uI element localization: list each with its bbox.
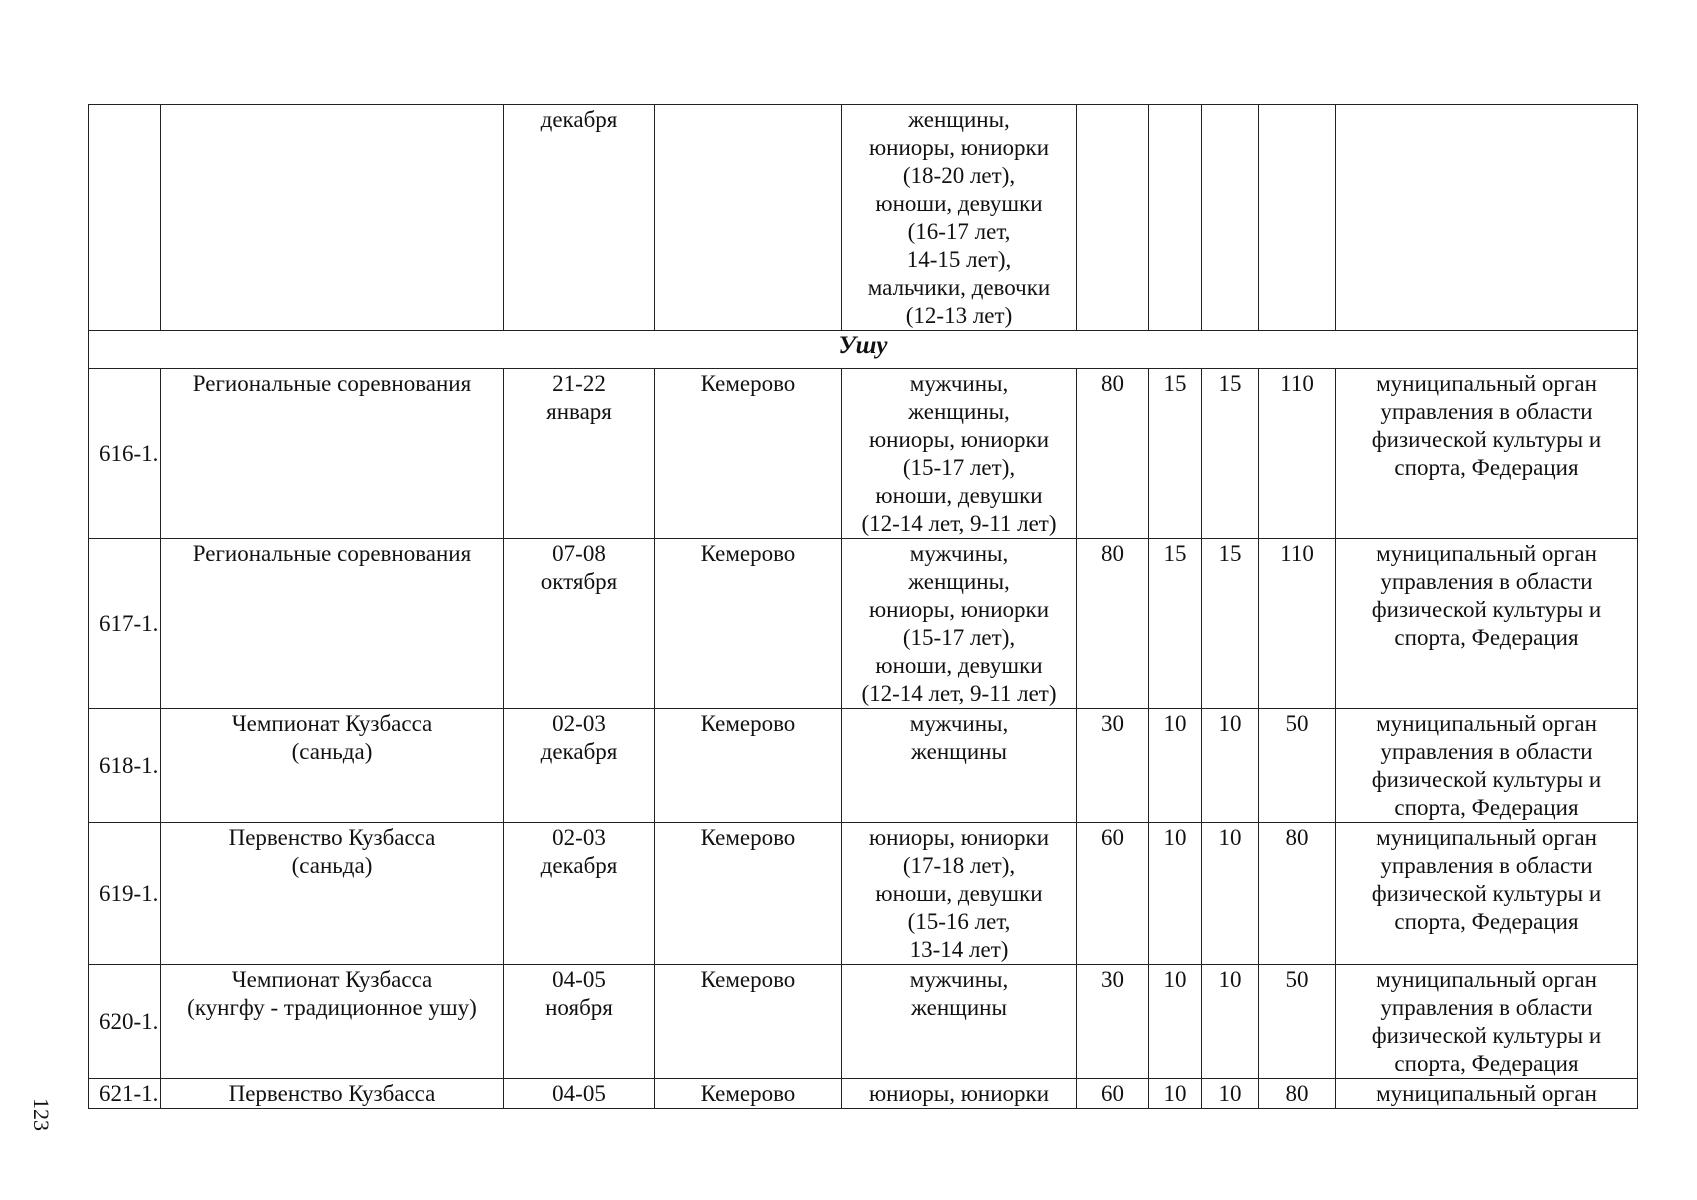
count-total: 80 bbox=[1259, 1079, 1336, 1109]
participants: женщины, юниоры, юниорки (18-20 лет), юноши, девушки (16-17 лет, 14-15 лет), мальчики, девочки (12-13 лет) bbox=[842, 105, 1077, 331]
event-dates: 04-05 ноября bbox=[504, 965, 655, 1079]
page-number: 123 bbox=[29, 1098, 54, 1131]
count-2: 10 bbox=[1149, 965, 1202, 1079]
event-name: Первенство Кузбасса (саньда) bbox=[161, 823, 504, 965]
event-number: 620-1. bbox=[89, 965, 161, 1079]
organizer: муниципальный орган управления в области физической культуры и спорта, Федерация bbox=[1336, 965, 1638, 1079]
event-number: 618-1. bbox=[89, 709, 161, 823]
event-place: Кемерово bbox=[655, 369, 842, 539]
count-3: 10 bbox=[1202, 965, 1259, 1079]
count-total: 110 bbox=[1259, 369, 1336, 539]
count-2: 10 bbox=[1149, 709, 1202, 823]
schedule-table bbox=[88, 104, 1638, 1109]
event-name: Чемпионат Кузбасса (саньда) bbox=[161, 709, 504, 823]
organizer: муниципальный орган управления в области физической культуры и спорта, Федерация bbox=[1336, 539, 1638, 709]
count-1: 30 bbox=[1077, 965, 1149, 1079]
organizer: муниципальный орган управления в области физической культуры и спорта, Федерация bbox=[1336, 369, 1638, 539]
event-dates: 07-08 октября bbox=[504, 539, 655, 709]
count-3: 10 bbox=[1202, 823, 1259, 965]
participants: юниоры, юниорки (17-18 лет), юноши, девушки (15-16 лет, 13-14 лет) bbox=[842, 823, 1077, 965]
count-1: 30 bbox=[1077, 709, 1149, 823]
event-dates: 04-05 bbox=[504, 1079, 655, 1109]
event-dates: 21-22 января bbox=[504, 369, 655, 539]
event-name: Региональные соревнования bbox=[161, 369, 504, 539]
event-place: Кемерово bbox=[655, 823, 842, 965]
table-row bbox=[89, 539, 1638, 709]
event-number: 619-1. bbox=[89, 823, 161, 965]
count-2: 10 bbox=[1149, 1079, 1202, 1109]
event-dates: декабря bbox=[504, 105, 655, 331]
event-place: Кемерово bbox=[655, 1079, 842, 1109]
event-number: 616-1. bbox=[89, 369, 161, 539]
count-1: 60 bbox=[1077, 823, 1149, 965]
table-row bbox=[89, 1079, 1638, 1109]
event-number: 617-1. bbox=[89, 539, 161, 709]
participants: мужчины, женщины, юниоры, юниорки (15-17 лет), юноши, девушки (12-14 лет, 9-11 лет) bbox=[842, 369, 1077, 539]
event-place: Кемерово bbox=[655, 965, 842, 1079]
count-total: 110 bbox=[1259, 539, 1336, 709]
table-row bbox=[89, 105, 1638, 331]
count-2: 15 bbox=[1149, 539, 1202, 709]
table-row bbox=[89, 369, 1638, 539]
count-2: 15 bbox=[1149, 369, 1202, 539]
count-3: 15 bbox=[1202, 369, 1259, 539]
section-row bbox=[89, 331, 1638, 369]
count-total: 50 bbox=[1259, 709, 1336, 823]
event-dates: 02-03 декабря bbox=[504, 823, 655, 965]
count-total: 80 bbox=[1259, 823, 1336, 965]
event-name: Региональные соревнования bbox=[161, 539, 504, 709]
table-row bbox=[89, 823, 1638, 965]
participants: мужчины, женщины, юниоры, юниорки (15-17 лет), юноши, девушки (12-14 лет, 9-11 лет) bbox=[842, 539, 1077, 709]
section-title: Ушу bbox=[89, 331, 1638, 369]
organizer: муниципальный орган управления в области физической культуры и спорта, Федерация bbox=[1336, 823, 1638, 965]
participants: мужчины, женщины bbox=[842, 709, 1077, 823]
event-name: Первенство Кузбасса bbox=[161, 1079, 504, 1109]
count-2: 10 bbox=[1149, 823, 1202, 965]
count-3: 10 bbox=[1202, 1079, 1259, 1109]
table-row bbox=[89, 965, 1638, 1079]
count-1: 60 bbox=[1077, 1079, 1149, 1109]
event-place: Кемерово bbox=[655, 539, 842, 709]
organizer: муниципальный орган управления в области физической культуры и спорта, Федерация bbox=[1336, 709, 1638, 823]
count-1: 80 bbox=[1077, 539, 1149, 709]
event-number: 621-1. bbox=[89, 1079, 161, 1109]
count-3: 15 bbox=[1202, 539, 1259, 709]
event-dates: 02-03 декабря bbox=[504, 709, 655, 823]
count-total: 50 bbox=[1259, 965, 1336, 1079]
count-1: 80 bbox=[1077, 369, 1149, 539]
count-3: 10 bbox=[1202, 709, 1259, 823]
organizer: муниципальный орган bbox=[1336, 1079, 1638, 1109]
event-name: Чемпионат Кузбасса (кунгфу - традиционное ушу) bbox=[161, 965, 504, 1079]
participants: юниоры, юниорки bbox=[842, 1079, 1077, 1109]
event-place: Кемерово bbox=[655, 709, 842, 823]
participants: мужчины, женщины bbox=[842, 965, 1077, 1079]
table-row bbox=[89, 709, 1638, 823]
